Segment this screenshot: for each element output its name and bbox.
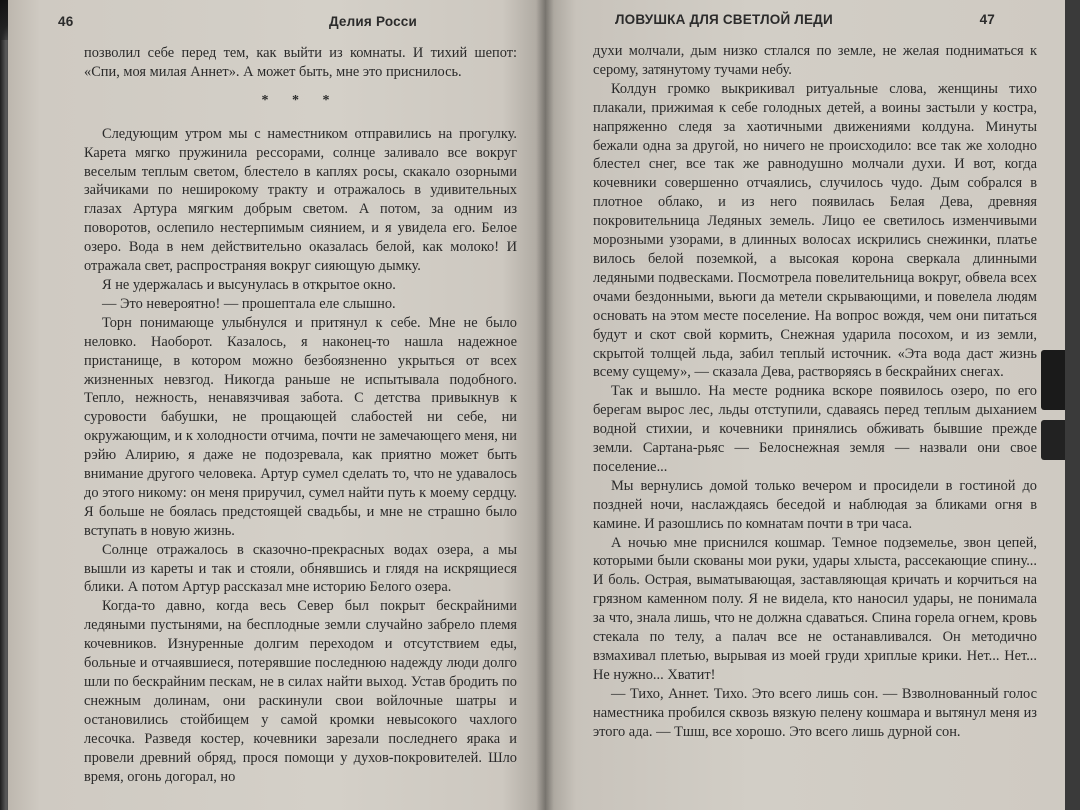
paragraph: Солнце отражалось в сказочно-прекрасных водах озера, а мы вышли из кареты и так и стояли, обнявшись и глядя на искрящиеся блики. А потом Артур рассказал мне историю Белого озера.	[84, 541, 517, 596]
right-page-text	[593, 42, 1037, 742]
right-running-head	[545, 12, 1065, 34]
left-page-text	[84, 44, 517, 786]
paragraph: Я не удержалась и высунулась в открытое окно.	[102, 276, 396, 293]
page-gutter	[536, 0, 554, 810]
running-head-author: Делия Росси	[328, 14, 417, 29]
section-separator: * * *	[261, 92, 340, 108]
paragraph: Так и вышло. На месте родника вскоре появилось озеро, по его берегам вырос лес, льды отступили, сдаваясь перед теплым дыханием водной стихии, и кочевники принялись обживать бывшие прежде земли. Сартана-рьяс — Белоснежная земля — назвали они свое поселение...	[593, 383, 1037, 475]
page-number-right: 47	[979, 12, 995, 27]
paragraph: А ночью мне приснился кошмар. Темное подземелье, звон цепей, которыми были скованы мои руки, удары хлыста, рассекающие спину... И боль. Острая, выматывающая, заставляющая кричать и корчиться на грязном каменном полу. Я не видела, кто наносил удары, не понимала за что, знала лишь, что не должна сдаваться. Спина горела огнем, кровь стекала по телу, а палач все не останавливался. Он методично взмахивал плетью, вырывая из моей груди хриплые крики. Нет... Нет... Не нужно... Хватит!	[593, 534, 1037, 683]
paragraph: позволил себе перед тем, как выйти из комнаты. И тихий шепот: «Спи, моя милая Аннет». А может быть, мне это приснилось.	[84, 45, 517, 80]
page-number-left: 46	[58, 14, 74, 29]
bookmark-tab-lower	[1041, 420, 1065, 460]
paragraph: Когда-то давно, когда весь Север был покрыт бескрайними ледяными пустынями, на бесплодные земли случайно забрело племя кочевников. Изнуренные долгим переходом и отсутствием еды, больные и отчаявшиеся, потерявшие последнюю надежду люди долго шли по бескрайним пескам, не в силах найти выход. Устав бродить по снежным долинам, они раскинули свои войлочные шатры и остановились стойбищем у самой кромки невысокого чахлого лесочка. Разведя костер, кочевники зарезали последнего ярака и провели древний обряд, прося помощи у духов-покровителей. Шло время, огонь догорал, но	[84, 598, 517, 785]
paragraph: Торн понимающе улыбнулся и притянул к себе. Мне не было неловко. Наоборот. Казалось, я наконец-то нашла надежное пристанище, в котором можно безбоязненно укрыться от всех жизненных невзгод. Никогда раньше не испытывала подобного. Тепло, нежность, ненавязчивая забота. С детства привыкнув к суровости бабушки, не прощающей слабостей ни себе, ни окружающим, и к холодности отчима, почти не замечающего меня, ни рэйю Алирию, я даже не подозревала, как приятно может быть внимание другого человека. Артур сумел сделать то, что не удавалось до этого никому: он меня приручил, сумел найти путь к моему сердцу. Я больше не боялась предстоящей свадьбы, и мне не страшно было вступать в новую жизнь.	[84, 314, 517, 539]
paragraph: духи молчали, дым низко стлался по земле, не желая подниматься к серому, затянутому тучами небу.	[593, 43, 1037, 78]
right-page	[545, 0, 1065, 810]
paragraph: — Тихо, Аннет. Тихо. Это всего лишь сон. — Взволнованный голос наместника пробился сквозь вязкую пелену кошмара и вытянул меня из этого ада. — Тшш, все хорошо. Это всего лишь дурной сон.	[593, 685, 1037, 740]
paragraph: Следующим утром мы с наместником отправились на прогулку. Карета мягко пружинила рессорами, солнце заливало все вокруг веселым теплым светом, блестело в каплях росы, скакало озорными зайчиками по неширокому тракту и отражалось в удивительных глазах Артура мягким добрым светом. А потом, за одним из поворотов, ослепило нестерпимым сиянием, и я увидела его. Белое озеро. Вода в нем действительно оказалась белой, как молоко! И отражала свет, распространяя вокруг сияющую дымку.	[84, 125, 517, 275]
paragraph: Колдун громко выкрикивал ритуальные слова, женщины тихо плакали, прижимая к себе голодных детей, а воины застыли у костра, напряженно следя за хаотичными движениями колдуна. Минуты бежали одна за другой, но ничего не происходило: все так же холодно блестел снег, все так же равнодушно молчали духи. И вот, когда кочевники совершенно отчаялись, случилось чудо. Дым собрался в плотное облако, и из него появилась Белая Дева, древняя покровительница Ледяных земель. Лицо ее светилось изменчивыми морозными узорами, в длинных волосах искрились снежинки, платье вилось белой поземкой, а высокая корона сверкала длинными ледяными подвесками. Посмотрела повелительница вокруг, обвела всех очами бездонными, вьюги да метели скрывающими, и повелела людям основать на этом месте поселение. На вопрос вождя, чем они питаться будут и скот свой кормить, Снежная ударила посохом, и из земли, скрытой толщей льда, забил теплый источник. «Эта вода даст жизнь всему сущему», — сказала Дева, растворяясь в бескрайних снегах.	[593, 80, 1037, 381]
paragraph: Мы вернулись домой только вечером и просидели в гостиной до поздней ночи, наслаждаясь беседой и наблюдая за бликами огня в камине. И разошлись по комнатам почти в три часа.	[593, 477, 1037, 532]
running-head-title: ЛОВУШКА ДЛЯ СВЕТЛОЙ ЛЕДИ	[615, 12, 833, 27]
left-running-head	[8, 14, 517, 36]
paragraph: — Это невероятно! — прошептала еле слышно.	[102, 295, 396, 312]
left-page	[8, 0, 545, 810]
bookmark-tab	[1041, 350, 1065, 410]
